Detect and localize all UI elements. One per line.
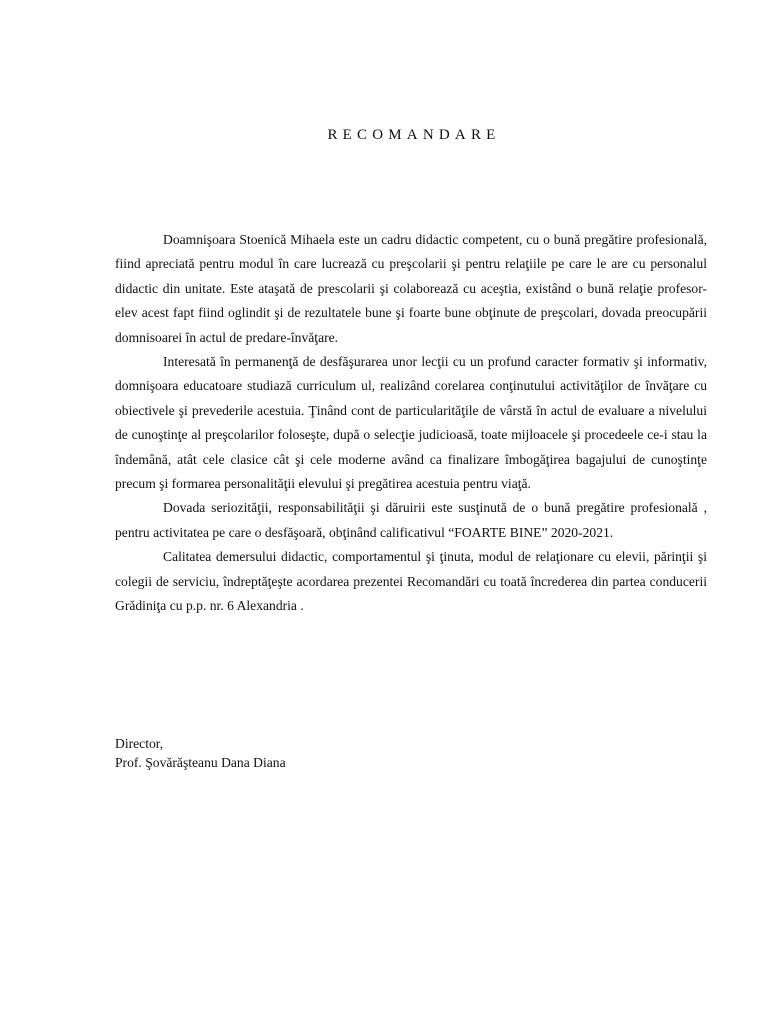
signature-role: Director, (115, 736, 164, 751)
paragraph-4: Calitatea demersului didactic, comportamentul şi ţinuta, modul de relaţionare cu elevii, părinţii şi colegii de serviciu, îndreptăţeşte acordarea prezentei Recomandări cu toată încrederea din partea conducerii Grădiniţa cu p.p. nr. 6 Alexandria . (115, 549, 707, 614)
signature-block (115, 735, 615, 772)
paragraph-2: Interesată în permanenţă de desfăşurarea unor lecţii cu un profund caracter formativ şi informativ, domnişoara educatoare studiază curriculum ul, realizând corelarea conţinutului activităţilor de învăţare cu obiectivele şi prevederile acestuia. Ţinând cont de particularităţile de vârstă în actul de evaluare a nivelului de cunoştinţe al preşcolarilor foloseşte, după o selecţie judicioasă, toate mijloacele şi procedeele ce-i stau la îndemână, atât cele clasice cât şi cele moderne având ca finalizare îmbogăţirea bagajului de cunoştinţe precum şi formarea personalităţii elevului şi pregătirea acestuia pentru viaţă. (115, 354, 707, 492)
paragraph-1: Doamnişoara Stoenică Mihaela este un cadru didactic competent, cu o bună pregătire profesională, fiind apreciată pentru modul în care lucrează cu preşcolarii şi pentru relaţiile pe care le are cu personalul didactic din unitate. Este ataşată de prescolarii şi colaborează cu aceştia, existând o bună relaţie profesor-elev acest fapt fiind oglindit şi de rezultatele bune şi foarte bune obţinute de preşcolari, dovada preocupării domnisoarei în actul de predare-învăţare. (115, 232, 707, 345)
document-title: RECOMANDARE (327, 127, 501, 143)
signature-name: Prof. Şovărăşteanu Dana Diana (115, 754, 286, 770)
paragraph-3: Dovada seriozităţii, responsabilităţii şi dăruirii este susţinută de o bună pregătire profesională , pentru activitatea pe care o desfăşoară, obţinând calificativul “FOARTE BINE” 2020-2021. (115, 500, 707, 540)
document-body (115, 228, 707, 619)
